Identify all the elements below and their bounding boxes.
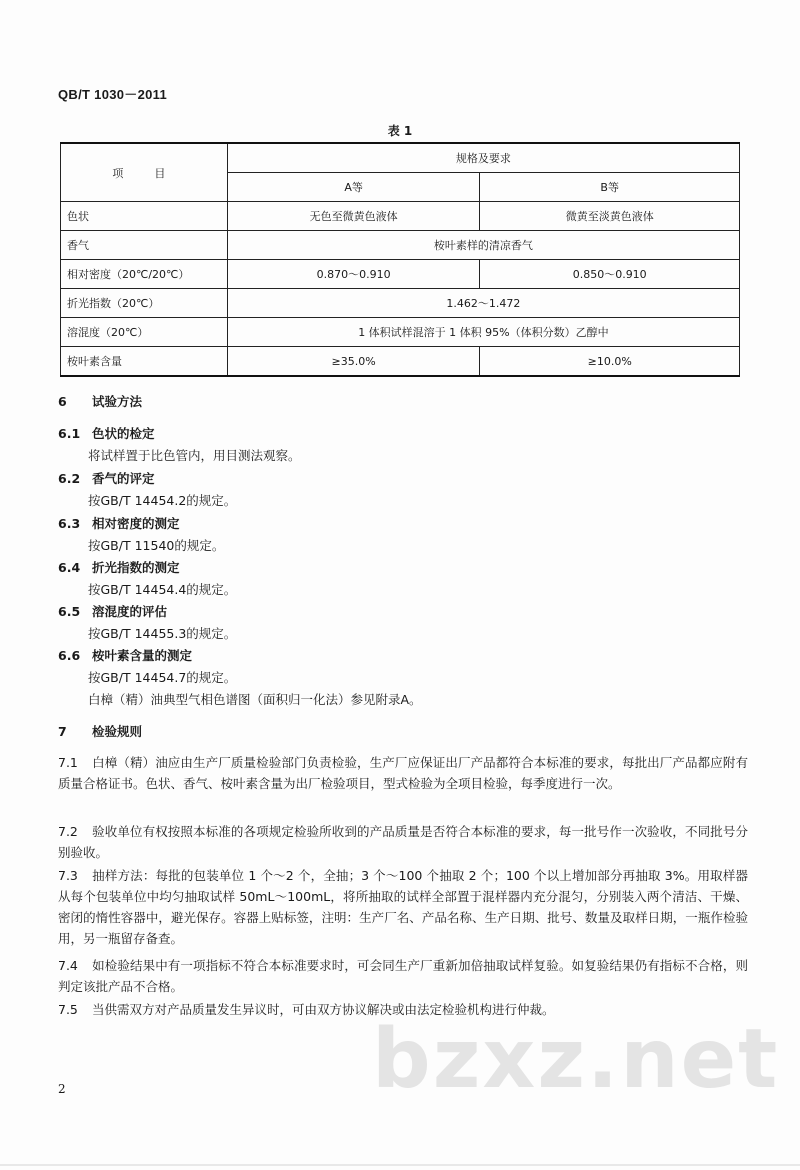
subsection-title: 桉叶素含量的测定 bbox=[92, 648, 193, 663]
subsection-number: 6.3 bbox=[58, 516, 81, 531]
subsection-number: 6.2 bbox=[58, 471, 81, 486]
table-cell-b: 微黄至淡黄色液体 bbox=[480, 202, 740, 231]
table-cell-item: 折光指数（20℃） bbox=[61, 289, 228, 318]
table-title: 表 1 bbox=[387, 124, 413, 138]
subsection-number: 6.1 bbox=[58, 426, 81, 441]
rule-text: 如检验结果中有一项指标不符合本标准要求时，可会同生产厂重新加倍抽取试样复验。如复验结果仍有指标不合格，则判定该批产品不合格。 bbox=[58, 958, 748, 994]
subsection-heading bbox=[58, 602, 167, 620]
rule-number: 7.2 bbox=[58, 824, 78, 839]
table-cell-item: 香气 bbox=[61, 231, 228, 260]
section-title: 检验规则 bbox=[92, 724, 143, 739]
rule-number: 7.1 bbox=[58, 755, 78, 770]
subsection-number: 6.5 bbox=[58, 604, 81, 619]
rule-number: 7.3 bbox=[58, 868, 78, 883]
rule-paragraph bbox=[58, 821, 748, 863]
rule-text: 白樟（精）油应由生产厂质量检验部门负责检验，生产厂应保证出厂产品都符合本标准的要求，每批出厂产品都应附有质量合格证书。色状、香气、桉叶素含量为出厂检验项目，型式检验为全项目检验，每季度进行一次。 bbox=[58, 755, 748, 791]
table-cell-b: ≥10.0% bbox=[480, 347, 740, 377]
page-number: 2 bbox=[58, 1082, 66, 1096]
subsection-heading bbox=[58, 558, 180, 576]
subsection-heading bbox=[58, 424, 155, 442]
rule-paragraph bbox=[58, 865, 748, 949]
table-row bbox=[61, 347, 740, 377]
table-header-grade-b: B等 bbox=[480, 173, 740, 202]
section-title: 试验方法 bbox=[92, 394, 143, 409]
subsection-number: 6.4 bbox=[58, 560, 81, 575]
bottom-divider bbox=[0, 1164, 800, 1166]
subsection-text: 按GB/T 14454.2的规定。 bbox=[88, 493, 237, 508]
table-cell-item: 相对密度（20℃/20℃） bbox=[61, 260, 228, 289]
subsection-heading bbox=[58, 469, 155, 487]
table-row bbox=[61, 318, 740, 347]
table-cell-a: ≥35.0% bbox=[227, 347, 480, 377]
subsection-text: 按GB/T 14454.7的规定。 bbox=[88, 670, 237, 685]
table-cell-item: 色状 bbox=[61, 202, 228, 231]
table-cell-a: 无色至微黄色液体 bbox=[227, 202, 480, 231]
subsection-text: 按GB/T 14454.4的规定。 bbox=[88, 582, 237, 597]
section-number: 6 bbox=[58, 394, 67, 409]
subsection-text: 按GB/T 11540的规定。 bbox=[88, 538, 225, 553]
subsection-number: 6.6 bbox=[58, 648, 81, 663]
subsection-title: 相对密度的测定 bbox=[92, 516, 180, 531]
spec-table bbox=[60, 142, 740, 377]
table-header-spec: 规格及要求 bbox=[227, 143, 739, 173]
appendix-note: 白樟（精）油典型气相色谱图（面积归一化法）参见附录A。 bbox=[88, 692, 422, 707]
table-cell-merged: 1 体积试样混溶于 1 体积 95%（体积分数）乙醇中 bbox=[227, 318, 739, 347]
table-cell-merged: 桉叶素样的清凉香气 bbox=[227, 231, 739, 260]
table-header-row bbox=[61, 143, 740, 173]
table-row bbox=[61, 231, 740, 260]
table-row bbox=[61, 202, 740, 231]
table-row bbox=[61, 289, 740, 318]
subsection-text: 将试样置于比色管内，用目测法观察。 bbox=[88, 448, 301, 463]
rule-text: 验收单位有权按照本标准的各项规定检验所收到的产品质量是否符合本标准的要求，每一批号作一次验收，不同批号分别验收。 bbox=[58, 824, 748, 860]
table-cell-merged: 1.462～1.472 bbox=[227, 289, 739, 318]
rule-paragraph bbox=[58, 955, 748, 997]
watermark: bzxz.net bbox=[372, 1012, 780, 1107]
rule-number: 7.4 bbox=[58, 958, 78, 973]
section-number: 7 bbox=[58, 724, 67, 739]
table-cell-item: 溶混度（20℃） bbox=[61, 318, 228, 347]
table-header-item: 项 目 bbox=[61, 143, 228, 202]
table-header-grade-a: A等 bbox=[227, 173, 480, 202]
subsection-title: 溶混度的评估 bbox=[92, 604, 168, 619]
table-row bbox=[61, 260, 740, 289]
table-cell-b: 0.850～0.910 bbox=[480, 260, 740, 289]
rule-text: 当供需双方对产品质量发生异议时，可由双方协议解决或由法定检验机构进行仲裁。 bbox=[92, 1002, 555, 1017]
section-6-heading bbox=[58, 392, 142, 410]
table-cell-item: 桉叶素含量 bbox=[61, 347, 228, 377]
subsection-heading bbox=[58, 514, 180, 532]
subsection-text: 按GB/T 14455.3的规定。 bbox=[88, 626, 237, 641]
document-code: QB/T 1030－2011 bbox=[58, 87, 167, 102]
subsection-title: 香气的评定 bbox=[92, 471, 155, 486]
subsection-heading bbox=[58, 646, 192, 664]
table-cell-a: 0.870～0.910 bbox=[227, 260, 480, 289]
rule-number: 7.5 bbox=[58, 1002, 78, 1017]
subsection-title: 折光指数的测定 bbox=[92, 560, 180, 575]
subsection-title: 色状的检定 bbox=[92, 426, 155, 441]
rule-paragraph bbox=[58, 752, 748, 794]
rule-text: 抽样方法：每批的包装单位 1 个～2 个，全抽；3 个～100 个抽取 2 个；100 个以上增加部分再抽取 3%。用取样器从每个包装单位中均匀抽取试样 50mL～100mL，将所抽取的试样全部置于混样器内充分混匀，分别装入两个清洁、干燥、密闭的惰性容器中，避光保存。容器上贴标签，注明：生产厂名、产品名称、生产日期、批号、数量及取样日期，一瓶作检验用，另一瓶留存备查。 bbox=[58, 868, 748, 946]
section-7-heading bbox=[58, 722, 142, 740]
